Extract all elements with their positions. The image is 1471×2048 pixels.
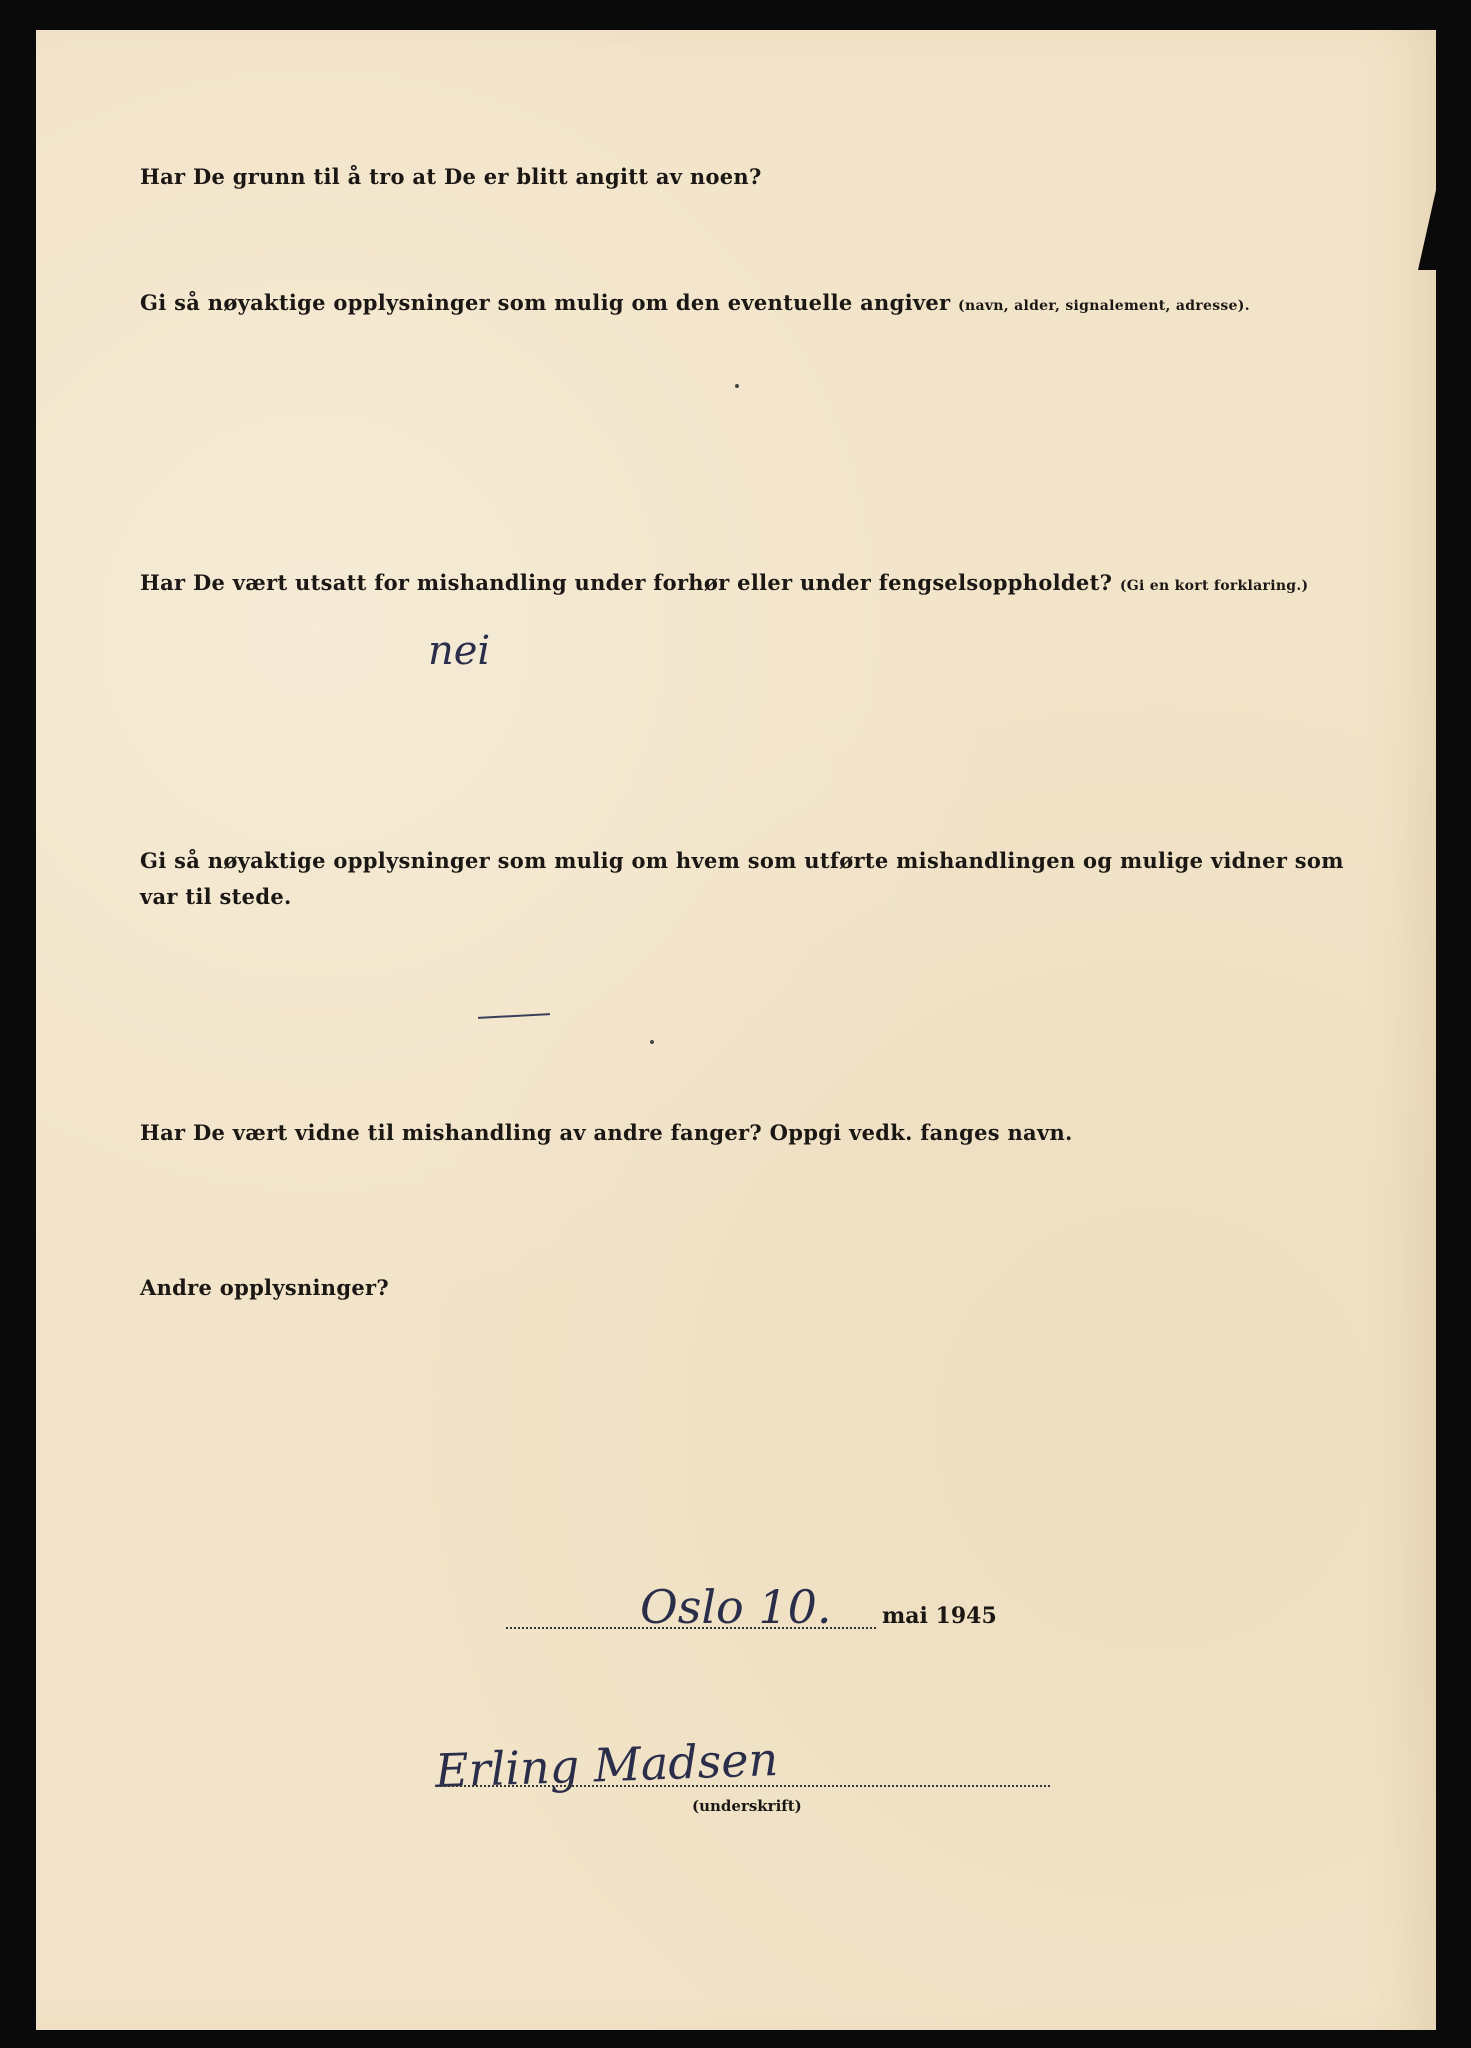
- form-page: [36, 30, 1436, 2030]
- signature-handwritten: Erling Madsen: [434, 1732, 779, 1798]
- answer-mistreatment-handwritten: nei: [428, 628, 491, 674]
- ink-speck: [650, 1040, 654, 1044]
- signature-caption: (underskrift): [692, 1797, 802, 1815]
- date-place-handwritten: Oslo 10.: [640, 1580, 832, 1634]
- date-dotted-line: [506, 1627, 876, 1629]
- question-denounced: Har De grunn til å tro at De er blitt angitt av noen?: [140, 164, 762, 189]
- question-mistreatment-note: (Gi en kort forklaring.): [1119, 578, 1309, 594]
- ink-speck: [735, 384, 739, 388]
- question-mistreatment: [140, 570, 1309, 595]
- question-informer-main: Gi så nøyaktige opplysninger som mulig om den eventuelle angiver: [140, 290, 951, 315]
- question-witness: Har De vært vidne til mishandling av andre fanger? Oppgi vedk. fanges navn.: [140, 1120, 1073, 1145]
- date-printed: mai 1945: [882, 1603, 997, 1629]
- question-informer-note: (navn, alder, signalement, adresse).: [958, 298, 1250, 314]
- question-mistreatment-main: Har De vært utsatt for mishandling under forhør eller under fengselsoppholdet?: [140, 570, 1113, 595]
- signature-dotted-line: [440, 1785, 1050, 1787]
- question-perpetrators: Gi så nøyaktige opplysninger som mulig om hvem som utførte mishandlingen og mulige vidner som var til stede.: [140, 848, 1344, 909]
- question-informer-details: [140, 290, 1250, 315]
- question-other-info: Andre opplysninger?: [140, 1275, 389, 1300]
